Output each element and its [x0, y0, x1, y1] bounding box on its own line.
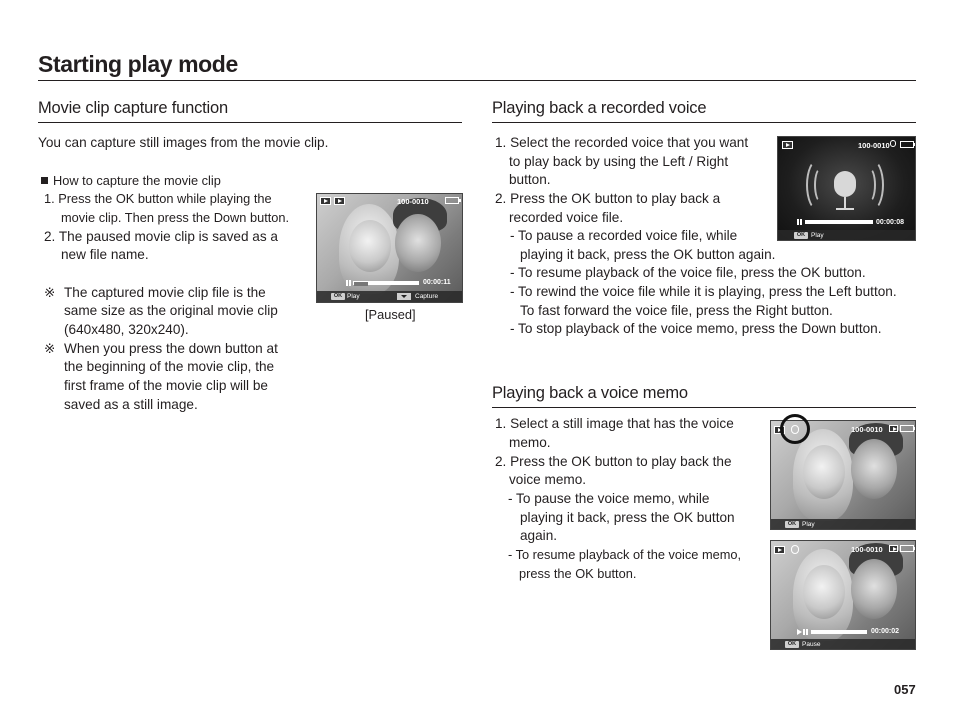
voice-bullet-1-line-1: - To pause a recorded voice file, while: [510, 228, 738, 243]
how-to-label: How to capture the movie clip: [41, 172, 221, 191]
voice-bullet-1-line-2: playing it back, press the OK button again.: [520, 247, 776, 262]
ok-button-guide: OK: [785, 521, 799, 528]
recorded-voice-rule: [492, 122, 916, 123]
elapsed-time: 00:00:02: [871, 628, 900, 635]
note-1-line-2: same size as the original movie clip: [64, 303, 278, 318]
voice-playback-screen: [777, 136, 916, 241]
memo-bullet-2-line-1: - To resume playback of the voice memo,: [508, 547, 742, 562]
voice-step-2-line-2: recorded voice file.: [509, 210, 624, 225]
page-number: 057: [894, 682, 916, 697]
file-number: 100-0010: [397, 197, 429, 206]
progress-fill: [354, 282, 368, 286]
progress-bar: [805, 220, 873, 224]
voice-memo-icon: [791, 545, 799, 554]
protect-icon: [889, 545, 898, 552]
note-1-line-3: (640x480, 320x240).: [64, 322, 189, 337]
note-2-line-1: When you press the down button at: [64, 341, 278, 356]
memo-bullet-2-line-2: press the OK button.: [519, 566, 637, 581]
capture-step-1-cont: movie clip. Then press the Down button.: [61, 210, 290, 225]
voice-bullet-2: - To resume playback of the voice file, press the OK button.: [510, 265, 866, 280]
voice-step-1-line-2: to play back by using the Left / Right: [509, 154, 729, 169]
protect-icon: [889, 425, 898, 432]
square-bullet-icon: [41, 177, 48, 184]
voice-step-1-line-1: 1. Select the recorded voice that you want: [495, 135, 749, 150]
play-icon: [797, 629, 802, 635]
playback-mode-icon: [320, 197, 331, 205]
note-2-line-4: saved as a still image.: [64, 397, 198, 412]
movie-capture-heading: Movie clip capture function: [38, 99, 228, 117]
ok-button-guide: OK: [331, 293, 345, 300]
file-number: 100-0010: [851, 545, 883, 554]
capture-step-2: 2. The paused movie clip is saved as a: [44, 229, 278, 244]
memo-step-1-line-1: 1. Select a still image that has the voice: [495, 416, 734, 431]
page-title: Starting play mode: [38, 51, 238, 77]
elapsed-time: 00:00:08: [876, 219, 905, 226]
memo-bullet-1-line-2: playing it back, press the OK button: [520, 510, 735, 525]
voice-memo-playing-screen: [770, 540, 916, 650]
microphone-base-icon: [836, 208, 854, 210]
voice-icon: [890, 140, 896, 147]
memo-bullet-1-line-3: again.: [520, 528, 558, 543]
note-2-line-3: first frame of the movie clip will be: [64, 378, 268, 393]
playback-mode-icon: [774, 546, 785, 554]
sound-wave-right-outer-icon: [860, 159, 884, 211]
sound-wave-left-outer-icon: [806, 159, 830, 211]
voice-memo-rule: [492, 407, 916, 408]
file-number: 100-0010: [858, 141, 890, 150]
title-rule: [38, 80, 916, 81]
pause-label: Pause: [802, 641, 821, 648]
voice-step-1-line-3: button.: [509, 172, 551, 187]
capture-step-2-cont: new file name.: [61, 247, 149, 262]
highlight-circle: [780, 414, 810, 444]
memo-step-1-line-2: memo.: [509, 435, 551, 450]
battery-icon: [445, 197, 459, 204]
pause-icon: [346, 280, 351, 286]
paused-movie-screen: [316, 193, 463, 303]
capture-label: Capture: [415, 293, 439, 300]
battery-icon: [900, 141, 914, 148]
note-2-line-2: the beginning of the movie clip, the: [64, 359, 275, 374]
note-mark-1: ※: [44, 285, 56, 300]
progress-bar: [811, 630, 867, 634]
voice-step-2-line-1: 2. Press the OK button to play back a: [495, 191, 721, 206]
memo-bullet-1-line-1: - To pause the voice memo, while: [508, 491, 710, 506]
note-1-line-1: The captured movie clip file is the: [64, 285, 266, 300]
play-label: Play: [347, 293, 360, 300]
voice-memo-heading: Playing back a voice memo: [492, 384, 688, 402]
playback-mode-icon: [782, 141, 793, 149]
movie-capture-intro: You can capture still images from the movie clip.: [38, 135, 329, 150]
capture-step-1: 1. Press the OK button while playing the: [44, 191, 272, 206]
paused-caption: [Paused]: [365, 307, 416, 322]
play-label: Play: [802, 521, 815, 528]
memo-step-2-line-1: 2. Press the OK button to play back the: [495, 454, 732, 469]
battery-icon: [900, 425, 914, 432]
voice-bullet-3-line-1: - To rewind the voice file while it is playing, press the Left button.: [510, 284, 897, 299]
down-key-icon: [397, 293, 411, 300]
ok-button-guide: OK: [794, 232, 808, 239]
pause-icon: [797, 219, 802, 225]
pause-icon: [803, 629, 808, 635]
movie-icon: [334, 197, 345, 205]
voice-bullet-4: - To stop playback of the voice memo, press the Down button.: [510, 321, 882, 336]
ok-button-guide: OK: [785, 641, 799, 648]
note-mark-2: ※: [44, 341, 56, 356]
voice-bullet-3-line-2: To fast forward the voice file, press the Right button.: [520, 303, 833, 318]
memo-step-2-line-2: voice memo.: [509, 472, 587, 487]
recorded-voice-heading: Playing back a recorded voice: [492, 99, 707, 117]
movie-capture-rule: [38, 122, 462, 123]
play-label: Play: [811, 232, 824, 239]
battery-icon: [900, 545, 914, 552]
file-number: 100-0010: [851, 425, 883, 434]
elapsed-time: 00:00:11: [423, 279, 451, 286]
microphone-icon: [834, 171, 856, 197]
